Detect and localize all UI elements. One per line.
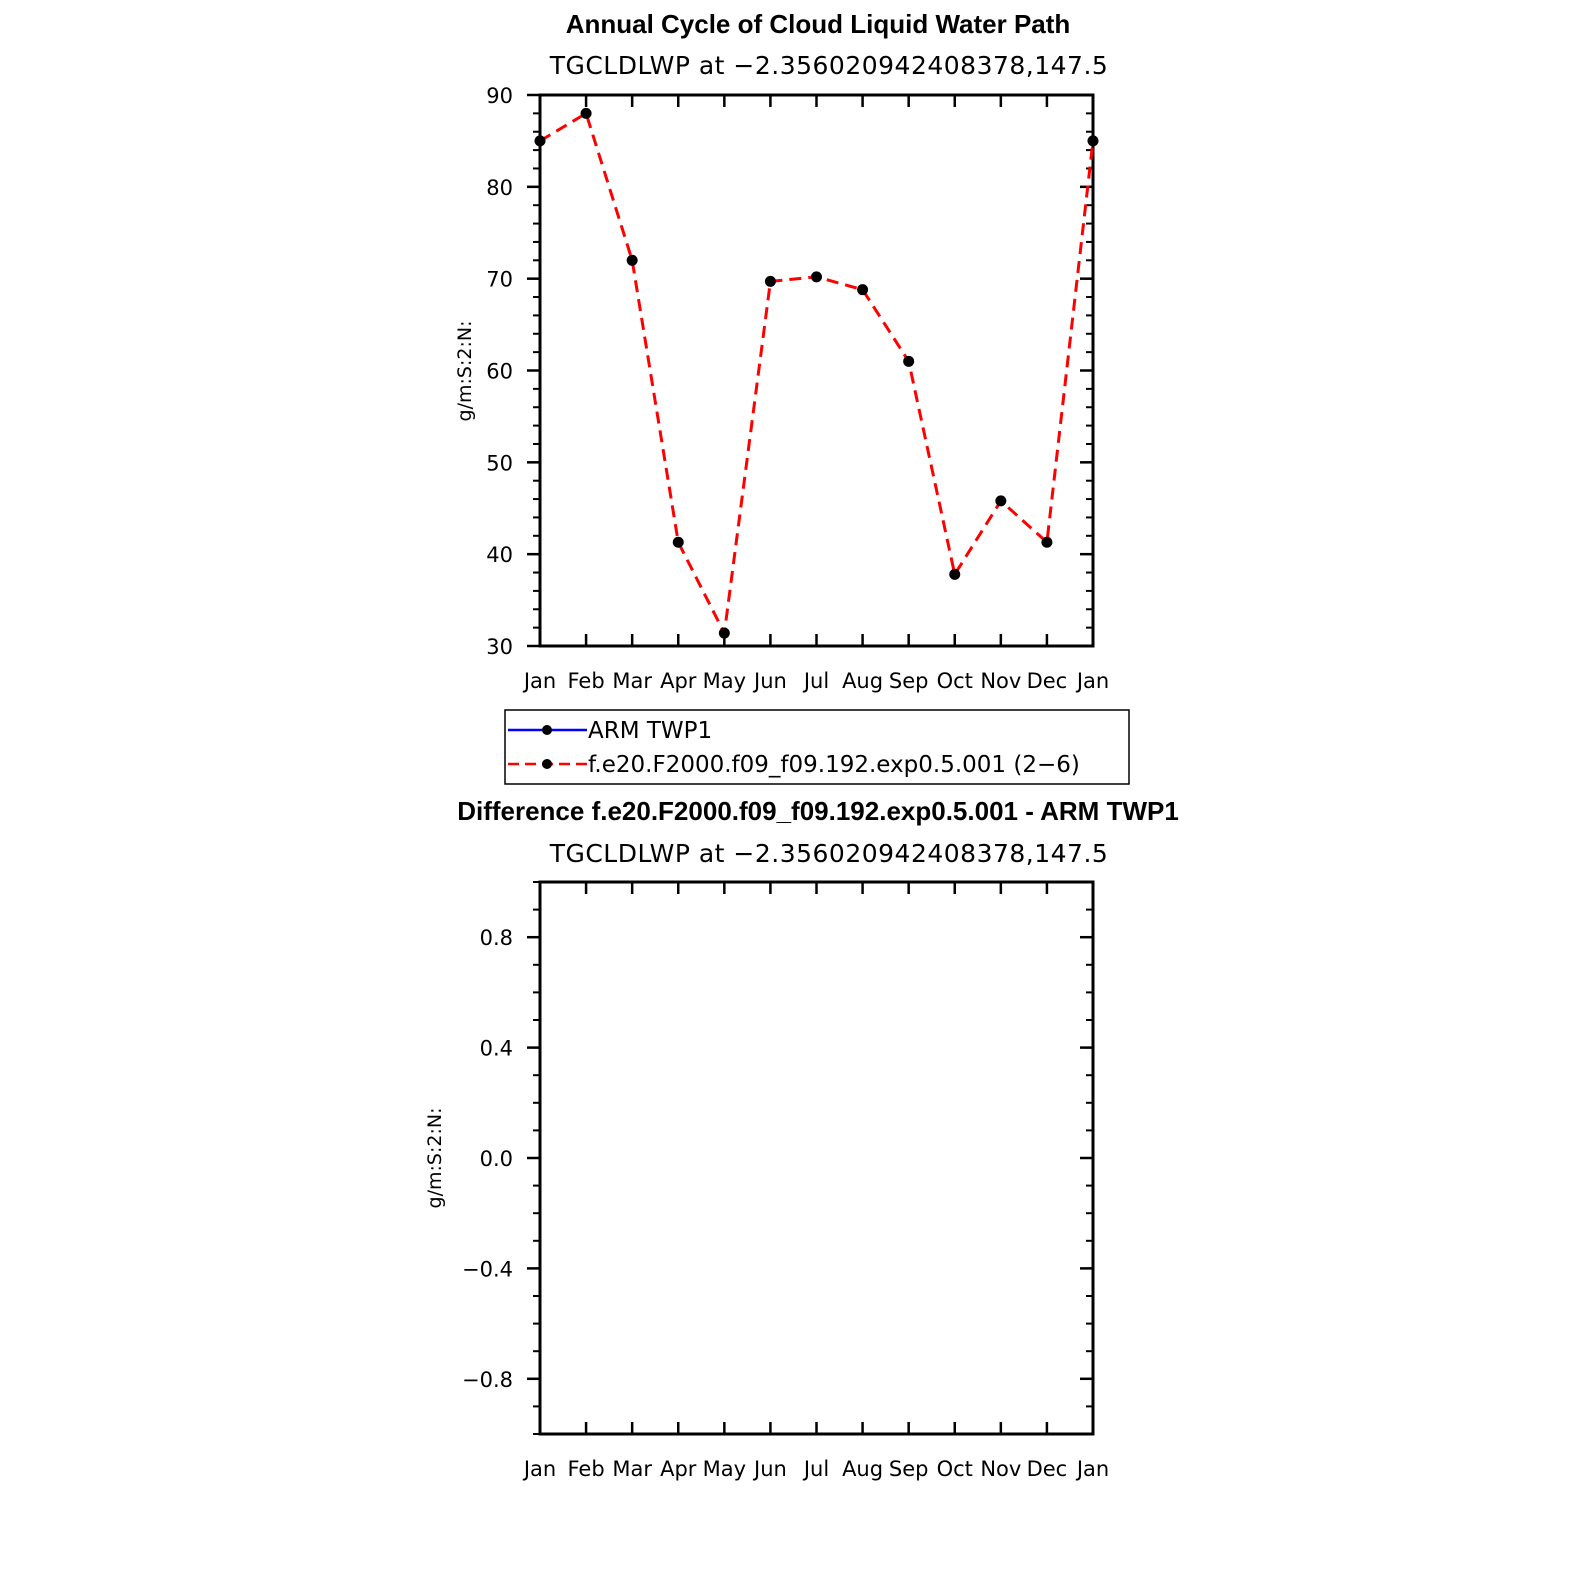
data-point — [1041, 537, 1052, 548]
x-tick-label: Jun — [754, 669, 787, 693]
data-point — [627, 255, 638, 266]
top-y-axis-label: g/m:S:2:N: — [454, 320, 476, 422]
y-tick-label: 0.8 — [479, 926, 513, 951]
x-tick-label: Feb — [567, 1457, 605, 1481]
top-chart-subtitle: TGCLDLWP at −2.356020942408378,147.5 — [549, 51, 1109, 80]
y-tick-label: 0.4 — [479, 1036, 513, 1061]
x-tick-label: May — [702, 1457, 747, 1481]
series-line — [540, 113, 1093, 633]
bottom-plot-frame — [540, 882, 1093, 1434]
y-tick-label: 90 — [486, 84, 513, 108]
bottom-chart — [424, 796, 1179, 1481]
y-tick-label: 50 — [486, 451, 513, 476]
data-point — [581, 108, 592, 119]
legend-label-arm: ARM TWP1 — [588, 718, 713, 744]
data-point — [995, 495, 1006, 506]
data-point — [903, 356, 914, 367]
legend-marker-arm — [542, 725, 552, 735]
x-tick-label: Dec — [1026, 669, 1068, 693]
data-point — [949, 569, 960, 580]
x-tick-label: Aug — [842, 1457, 884, 1481]
top-y-tick-labels — [486, 84, 513, 659]
top-series-group — [535, 108, 1099, 639]
y-tick-label: 80 — [486, 175, 513, 200]
bottom-y-tick-labels — [462, 926, 513, 1392]
top-plot-frame — [540, 95, 1093, 646]
y-tick-label: −0.4 — [462, 1257, 513, 1282]
legend-marker-model — [542, 759, 552, 769]
x-tick-label: Nov — [980, 669, 1022, 693]
x-tick-label: Aug — [842, 669, 884, 693]
x-tick-label: Jul — [803, 1457, 830, 1481]
data-point — [535, 135, 546, 146]
top-chart — [454, 9, 1109, 693]
bottom-axis-ticks — [527, 882, 1093, 1434]
x-tick-label: Sep — [888, 1457, 929, 1481]
y-tick-label: 40 — [486, 543, 513, 568]
x-tick-label: Mar — [612, 669, 652, 693]
bottom-chart-title: Difference f.e20.F2000.f09_f09.192.exp0.5.001 - ARM TWP1 — [457, 796, 1179, 826]
bottom-x-tick-labels — [522, 1457, 1109, 1481]
y-tick-label: 30 — [486, 635, 513, 659]
top-axis-ticks — [527, 95, 1093, 646]
x-tick-label: Apr — [660, 1457, 697, 1481]
data-point — [673, 537, 684, 548]
x-tick-label: Oct — [936, 669, 973, 693]
y-tick-label: 0.0 — [479, 1147, 513, 1171]
x-tick-label: Jan — [1076, 1457, 1110, 1481]
x-tick-label: Jan — [523, 1457, 557, 1481]
data-point — [719, 628, 730, 639]
top-x-tick-labels — [522, 669, 1109, 693]
legend-label-model: f.e20.F2000.f09_f09.192.exp0.5.001 (2−6) — [588, 752, 1080, 778]
y-tick-label: −0.8 — [462, 1367, 513, 1392]
bottom-chart-subtitle: TGCLDLWP at −2.356020942408378,147.5 — [549, 839, 1109, 868]
x-tick-label: Feb — [567, 669, 605, 693]
x-tick-label: Nov — [980, 1457, 1022, 1481]
data-point — [811, 271, 822, 282]
x-tick-label: Jan — [1076, 669, 1110, 693]
x-tick-label: Dec — [1026, 1457, 1068, 1481]
x-tick-label: Mar — [612, 1457, 652, 1481]
top-chart-title: Annual Cycle of Cloud Liquid Water Path — [565, 9, 1071, 39]
x-tick-label: May — [702, 669, 747, 693]
legend — [505, 710, 1129, 784]
x-tick-label: Jul — [803, 669, 830, 693]
x-tick-label: Jan — [523, 669, 557, 693]
y-tick-label: 70 — [486, 267, 513, 292]
x-tick-label: Oct — [936, 1457, 973, 1481]
x-tick-label: Jun — [754, 1457, 787, 1481]
data-point — [1088, 135, 1099, 146]
x-tick-label: Apr — [660, 669, 697, 693]
x-tick-label: Sep — [888, 669, 929, 693]
bottom-y-axis-label: g/m:S:2:N: — [424, 1107, 446, 1209]
data-point — [765, 276, 776, 287]
data-point — [857, 284, 868, 295]
y-tick-label: 60 — [486, 359, 513, 384]
